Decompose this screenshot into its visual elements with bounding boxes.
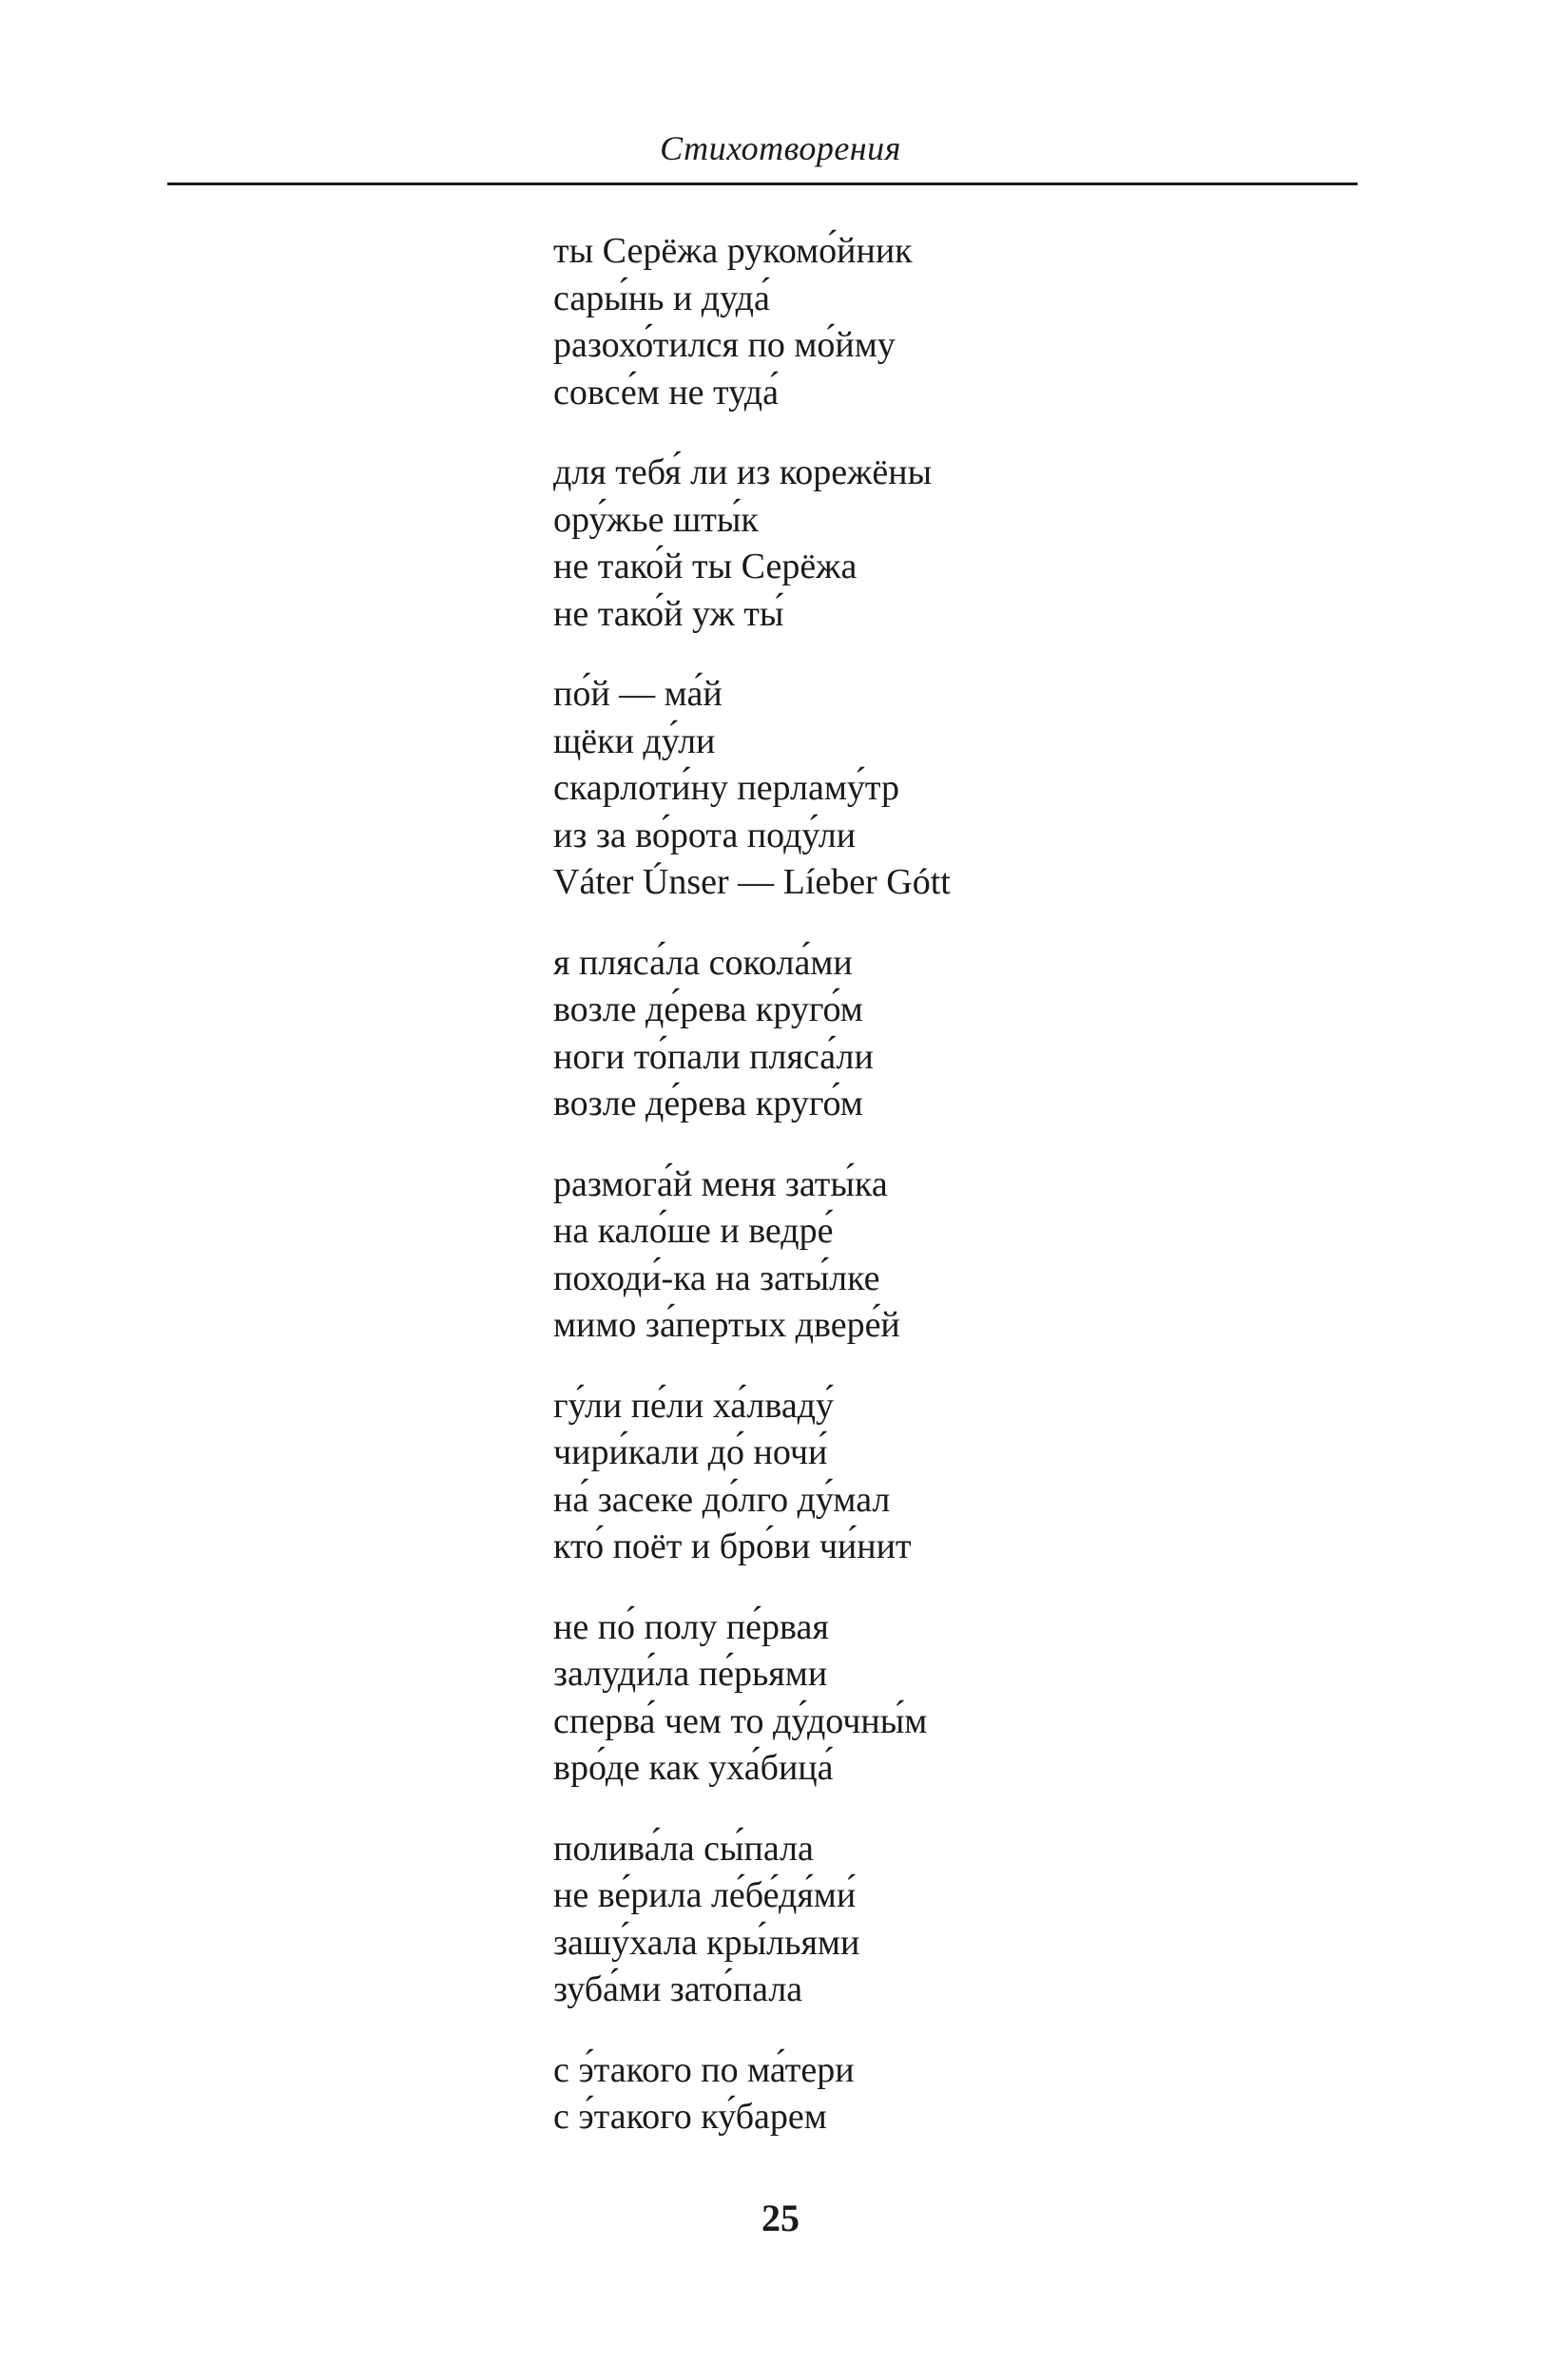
poem-line: зашу́хала кры́льями <box>553 1922 860 1963</box>
poem-line: ты Серёжа рукомо́йник <box>553 231 913 271</box>
poem-line: сары́нь и дуда́ <box>553 278 770 318</box>
poem-line: кто́ поёт и бро́ви чи́нит <box>553 1526 912 1566</box>
poem-line: не ве́рила ле́бе́дя́ми́ <box>553 1875 857 1915</box>
stanza <box>553 2047 1276 2141</box>
stanza <box>553 671 1276 907</box>
stanza <box>553 940 1276 1128</box>
poem-line: мимо за́пертых двере́й <box>553 1305 900 1345</box>
poem-line: Váter Únser — Líeber Gótt <box>553 862 951 902</box>
poem-line: на кало́ше и ведре́ <box>553 1211 834 1251</box>
stanza <box>553 228 1276 416</box>
poem-line: чири́кали до́ ночи́ <box>553 1432 828 1472</box>
poem-line: с э́такого по ма́тери <box>553 2049 855 2090</box>
poem-line: я пляса́ла сокола́ми <box>553 942 853 983</box>
stanza <box>553 1826 1276 2014</box>
stanza <box>553 450 1276 638</box>
poem-line: зуба́ми зато́пала <box>553 1969 803 2009</box>
poem <box>553 228 1276 2175</box>
running-title: Стихотворения <box>660 129 901 167</box>
poem-line: щёки ду́ли <box>553 720 716 761</box>
page-number: 25 <box>761 2197 800 2239</box>
stanza <box>553 1604 1276 1793</box>
poem-line: залуди́ла пе́рьями <box>553 1654 828 1694</box>
poem-line: с э́такого ку́барем <box>553 2097 827 2137</box>
poem-line: на́ засеке до́лго ду́мал <box>553 1479 891 1520</box>
stanza <box>553 1383 1276 1571</box>
poem-line: не тако́й уж ты́ <box>553 593 784 634</box>
poem-line: по́й — ма́й <box>553 674 723 714</box>
poem-line: возле де́рева круго́м <box>553 989 863 1029</box>
poem-line: возле де́рева круго́м <box>553 1084 863 1123</box>
poem-line: совсе́м не туда́ <box>553 372 779 413</box>
poem-line: походи́-ка на заты́лке <box>553 1257 880 1298</box>
poem-line: не тако́й ты Серёжа <box>553 547 858 586</box>
poem-line: ноги то́пали пляса́ли <box>553 1036 874 1077</box>
poem-line: из за во́рота поду́ли <box>553 815 857 855</box>
poem-line: разохо́тился по мо́йму <box>553 325 896 365</box>
poem-line: гу́ли пе́ли ха́лваду́ <box>553 1385 835 1426</box>
poem-line: не по́ полу пе́рвая <box>553 1606 829 1647</box>
poem-line: скарлоти́ну перламу́тр <box>553 768 900 808</box>
poem-line: ору́жье шты́к <box>553 499 759 540</box>
poem-line: сперва́ чем то ду́дочны́м <box>553 1700 928 1741</box>
poem-line: размога́й меня заты́ка <box>553 1163 888 1204</box>
header-rule <box>167 182 1358 185</box>
poem-line: полива́ла сы́пала <box>553 1828 814 1869</box>
poem-line: для тебя́ ли из корежёны <box>553 452 933 492</box>
poem-line: вро́де как уха́бица́ <box>553 1748 834 1788</box>
stanza <box>553 1161 1276 1350</box>
